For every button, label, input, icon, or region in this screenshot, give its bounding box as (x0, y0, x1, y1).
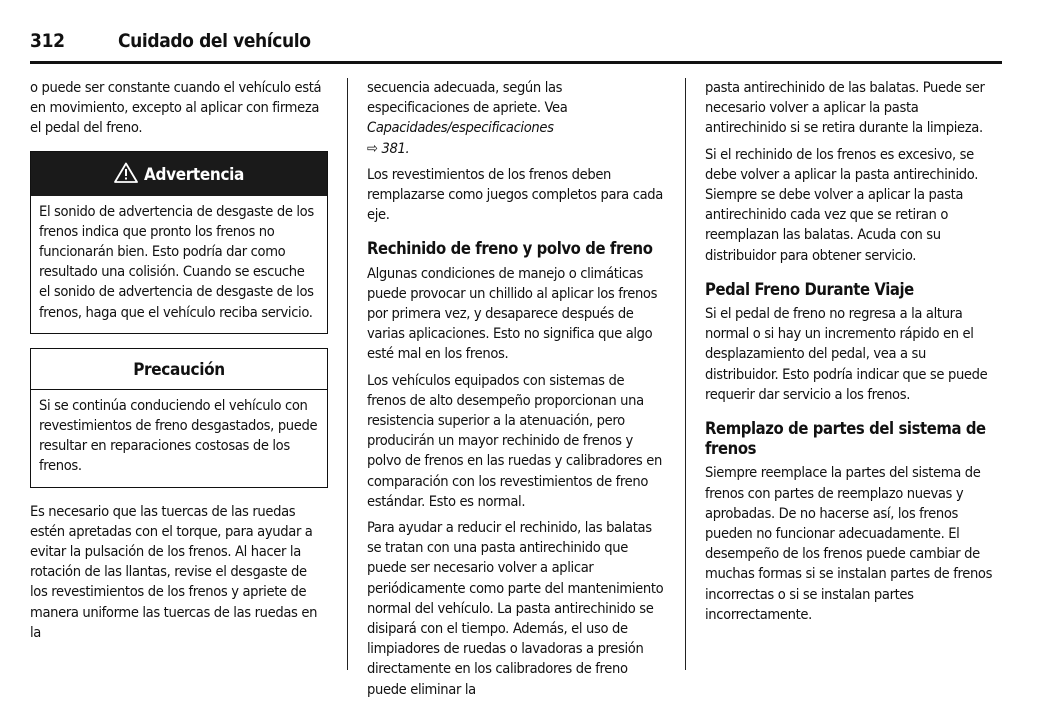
column-divider (347, 78, 348, 670)
squeal-paragraph-2: Los vehículos equipados con sistemas de frenos de alto desempeño proporcionan una resistencia superior a la atenuación, pero producirán un mayor rechinido de frenos y polvo de frenos en las ruedas y calibradores en comparación con los revestimientos de freno estándar. Esto es normal. (367, 371, 662, 510)
paste-paragraph: pasta antirechinido de las balatas. Puede ser necesario volver a aplicar la pasta antirechinido si se retira durante la limpieza. (705, 79, 985, 137)
caution-box (30, 348, 328, 488)
squeal-paragraph-3: Para ayudar a reducir el rechinido, las balatas se tratan con una pasta antirechinido que puede ser necesario volver a aplicar periódicamente como parte del mantenimiento normal del vehículo. La pasta antirechinido se disipará con el tiempo. Además, el uso de limpiadores de ruedas o lavadoras a presión directamente en los calibradores de freno puede eliminar la (367, 519, 664, 698)
linings-paragraph: Los revestimientos de los frenos deben remplazarse como juegos completos para cada eje. (367, 165, 663, 224)
warning-header (31, 152, 327, 196)
column-2 (367, 78, 665, 706)
section-title-parts-replacement: Remplazo de partes del sistema de frenos (705, 419, 986, 459)
section-title-pedal-travel: Pedal Freno Durante Viaje (705, 279, 914, 299)
specifications-page-ref[interactable]: 381. (381, 139, 410, 157)
warning-title: Advertencia (143, 164, 245, 185)
torque-paragraph (367, 78, 665, 159)
chapter-title: Cuidado del vehículo (118, 30, 311, 52)
caution-body: Si se continúa conduciendo el vehículo con revestimientos de freno desgastados, puede resultar en reparaciones costosas de los frenos. (39, 396, 318, 475)
warning-box (30, 151, 328, 334)
column-1 (30, 78, 328, 649)
parts-paragraph: Siempre reemplace la partes del sistema de frenos con partes de reemplazo nuevas y aprobadas. De no hacerse así, los frenos pueden no funcionar adecuadamente. El desempeño de los frenos puede cambiar de muchas formas si se instalan partes de frenos incorrectas o si se instalan partes incorrectamente. (705, 464, 993, 623)
pedal-paragraph: Si el pedal de freno no regresa a la altura normal o si hay un incremento rápido en el desplazamiento del pedal, vea a su distribuidor. Esto podría indicar que se puede requerir dar servicio a los frenos. (705, 305, 988, 403)
column-3 (705, 78, 1003, 631)
excessive-squeal-paragraph: Si el rechinido de los frenos es excesivo, se debe volver a aplicar la pasta antirechinido. Siempre se debe volver a aplicar la pasta antirechinido cada vez que se retiran o reemplazan las balatas. Acuda con su distribuidor para obtener servicio. (705, 145, 979, 264)
page-number: 312 (30, 30, 65, 52)
column-divider (685, 78, 686, 670)
warning-body: El sonido de advertencia de desgaste de los frenos indica que pronto los frenos no funcionarán bien. Esto podría dar como resultado una colisión. Cuando se escuche el sonido de advertencia de desgaste de los frenos, haga que el vehículo reciba servicio. (39, 202, 314, 321)
header-rule (30, 61, 1002, 64)
squeal-paragraph-1: Algunas condiciones de manejo o climáticas puede provocar un chillido al aplicar los frenos por primera vez, y desaparece después de varias aplicaciones. Esto no significa que algo esté mal en los frenos. (367, 264, 658, 363)
torque-text: secuencia adecuada, según las especificaciones de apriete. Vea (367, 79, 568, 117)
caution-title: Precaución (31, 349, 327, 390)
intro-paragraph: o puede ser constante cuando el vehículo está en movimiento, excepto al aplicar con firmeza el pedal del freno. (30, 79, 322, 137)
lug-nut-paragraph: Es necesario que las tuercas de las ruedas estén apretadas con el torque, para ayudar a evitar la pulsación de los frenos. Al hacer la rotación de las llantas, revise el desgaste de los revestimientos de los frenos y apriete de manera uniforme las tuercas de las ruedas en la (30, 502, 318, 641)
specifications-link[interactable]: Capacidades/especificaciones (367, 119, 554, 137)
section-title-brake-squeal: Rechinido de freno y polvo de freno (367, 239, 653, 259)
page-header (30, 28, 1000, 58)
warning-triangle-icon (114, 155, 138, 201)
page-ref-arrow-icon: ⇨ (367, 139, 378, 157)
